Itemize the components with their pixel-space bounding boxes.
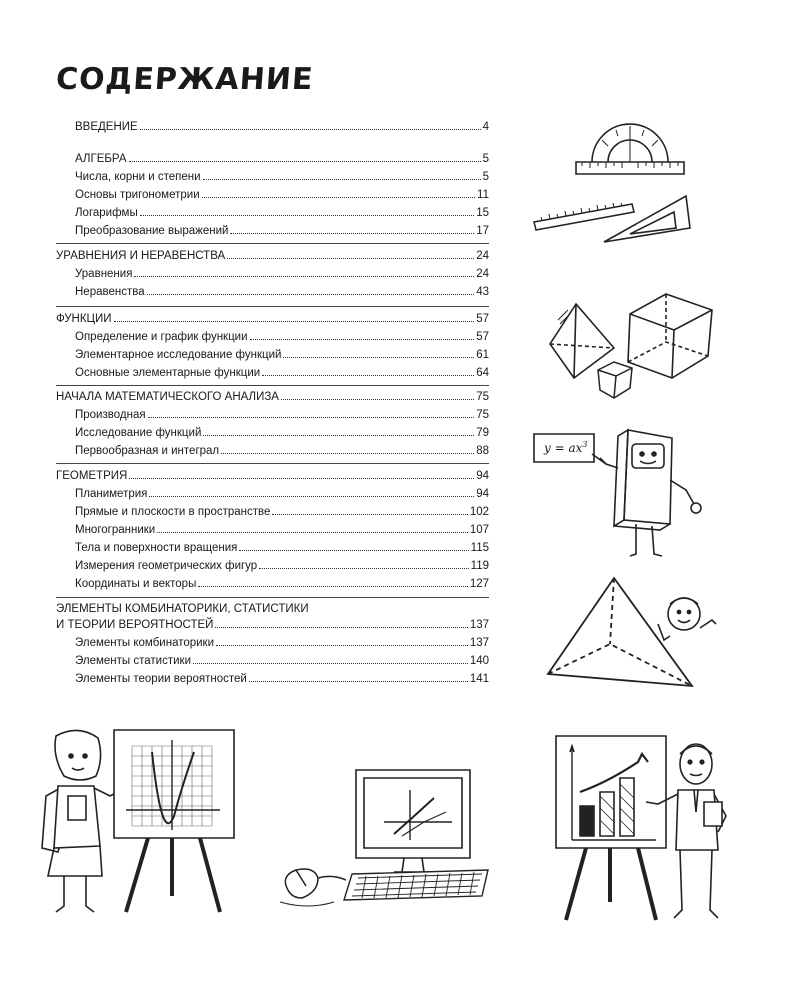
toc-row[interactable]: [56, 225, 489, 241]
toc-row-page: 119: [470, 560, 489, 572]
toc-row-title: АЛГЕБРА: [75, 153, 127, 165]
toc-row-page: 79: [476, 427, 489, 439]
toc-row-title: Основные элементарные функции: [75, 367, 261, 379]
toc-row[interactable]: [56, 488, 489, 504]
toc-row-page: 94: [476, 488, 489, 500]
toc-row[interactable]: [56, 409, 489, 425]
toc-row-page: 5: [482, 171, 489, 183]
toc-row-page: 11: [477, 189, 489, 201]
toc-row-page: 127: [469, 578, 489, 590]
toc-row[interactable]: [56, 286, 489, 302]
toc-row-title: ВВЕДЕНИЕ: [75, 121, 138, 133]
toc-row-page: 17: [476, 225, 489, 237]
toc-row-page: 137: [469, 637, 489, 649]
formula-text: y = ax: [544, 441, 583, 455]
section-divider: [56, 306, 489, 307]
toc-row-title: Производная: [75, 409, 146, 421]
section-divider: [56, 385, 489, 386]
toc-row-page: 24: [476, 250, 489, 262]
toc-row-title: Первообразная и интеграл: [75, 445, 220, 457]
toc-row-page: 61: [476, 349, 489, 361]
toc-row-title: ЭЛЕМЕНТЫ КОМБИНАТОРИКИ, СТАТИСТИКИ: [56, 603, 309, 615]
toc-row[interactable]: [56, 367, 489, 383]
toc-row-page: 57: [476, 331, 489, 343]
toc-row-page: 107: [469, 524, 489, 536]
toc-row-title: Преобразование выражений: [75, 225, 229, 237]
toc-row[interactable]: [56, 578, 489, 594]
toc-row-title: Основы тригонометрии: [75, 189, 200, 201]
parabola-board-icon: [108, 726, 238, 914]
toc-row-title: Неравенства: [75, 286, 145, 298]
toc-row-page: 64: [476, 367, 489, 379]
toc-row-page: 141: [469, 673, 489, 685]
toc-row-title: Координаты и векторы: [75, 578, 197, 590]
toc-row[interactable]: [56, 470, 489, 486]
formula-card: [544, 440, 587, 455]
toc-row[interactable]: [56, 427, 489, 443]
formula-exponent: 3: [582, 440, 588, 449]
toc-row-title: Элементы теории вероятностей: [75, 673, 247, 685]
toc-row-page: 75: [476, 391, 489, 403]
toc-row-page: 15: [476, 207, 489, 219]
toc-row[interactable]: [56, 603, 489, 619]
toc-row-title: ГЕОМЕТРИЯ: [56, 470, 128, 482]
toc-row[interactable]: [56, 313, 489, 329]
toc-row-title: Тела и поверхности вращения: [75, 542, 238, 554]
toc-row-page: 140: [469, 655, 489, 667]
toc-row-page: 88: [476, 445, 489, 457]
cube-icon: [626, 290, 716, 382]
toc-row-title: Логарифмы: [75, 207, 138, 219]
page-title: СОДЕРЖАНИЕ: [54, 62, 315, 97]
toc-row-title: ФУНКЦИИ: [56, 313, 112, 325]
toc-row[interactable]: [56, 445, 489, 461]
small-cube-icon: [596, 360, 634, 400]
toc-row[interactable]: [56, 542, 489, 558]
toc-row-page: 4: [482, 121, 489, 133]
section-divider: [56, 243, 489, 244]
toc-row[interactable]: [56, 391, 489, 407]
boy-character-icon: [650, 590, 720, 650]
section-divider: [56, 463, 489, 464]
toc-row[interactable]: [56, 673, 489, 689]
toc-row-title: Элементы статистики: [75, 655, 191, 667]
toc-row[interactable]: [56, 331, 489, 347]
protractor-icon: [572, 118, 688, 180]
toc-row[interactable]: [56, 207, 489, 223]
toc-row[interactable]: [56, 655, 489, 671]
toc-row[interactable]: [56, 189, 489, 205]
toc-row-title: Многогранники: [75, 524, 156, 536]
toc-row-page: 115: [470, 542, 489, 554]
toc-row[interactable]: [56, 349, 489, 365]
toc-row-title: Исследование функций: [75, 427, 202, 439]
toc-row-page: 24: [476, 268, 489, 280]
toc-row[interactable]: [56, 171, 489, 187]
toc-row-page: 94: [476, 470, 489, 482]
toc-row[interactable]: [56, 121, 489, 137]
section-divider: [56, 597, 489, 598]
toc-row-title: Элементарное исследование функций: [75, 349, 282, 361]
toc-row-page: 5: [482, 153, 489, 165]
businessman-icon: [644, 740, 744, 922]
toc-row-page: 102: [469, 506, 489, 518]
toc-row-title: УРАВНЕНИЯ И НЕРАВЕНСТВА: [56, 250, 226, 262]
set-square-icon: [602, 192, 694, 246]
toc-row-title: Уравнения: [75, 268, 133, 280]
toc-row-title: Числа, корни и степени: [75, 171, 201, 183]
toc-row-title: Прямые и плоскости в пространстве: [75, 506, 271, 518]
toc-row[interactable]: [56, 619, 489, 635]
toc-row[interactable]: [56, 506, 489, 522]
toc-row-title: И ТЕОРИИ ВЕРОЯТНОСТЕЙ: [56, 619, 214, 631]
toc-row[interactable]: [56, 560, 489, 576]
toc-row[interactable]: [56, 524, 489, 540]
toc-row-title: Измерения геометрических фигур: [75, 560, 258, 572]
toc-row[interactable]: [56, 268, 489, 284]
toc-row-page: 43: [476, 286, 489, 298]
toc-row-title: Определение и график функции: [75, 331, 248, 343]
computer-icon: [354, 768, 472, 878]
toc-row-title: Планиметрия: [75, 488, 148, 500]
toc-row[interactable]: [56, 637, 489, 653]
toc-row[interactable]: [56, 250, 489, 266]
toc-row-page: 137: [469, 619, 489, 631]
toc-row-page: 75: [476, 409, 489, 421]
toc-row-title: Элементы комбинаторики: [75, 637, 215, 649]
toc-row[interactable]: [56, 153, 489, 169]
toc-row-page: 57: [476, 313, 489, 325]
mouse-icon: [278, 862, 348, 912]
toc-row-title: НАЧАЛА МАТЕМАТИЧЕСКОГО АНАЛИЗА: [56, 391, 279, 403]
keyboard-icon: [342, 868, 492, 902]
